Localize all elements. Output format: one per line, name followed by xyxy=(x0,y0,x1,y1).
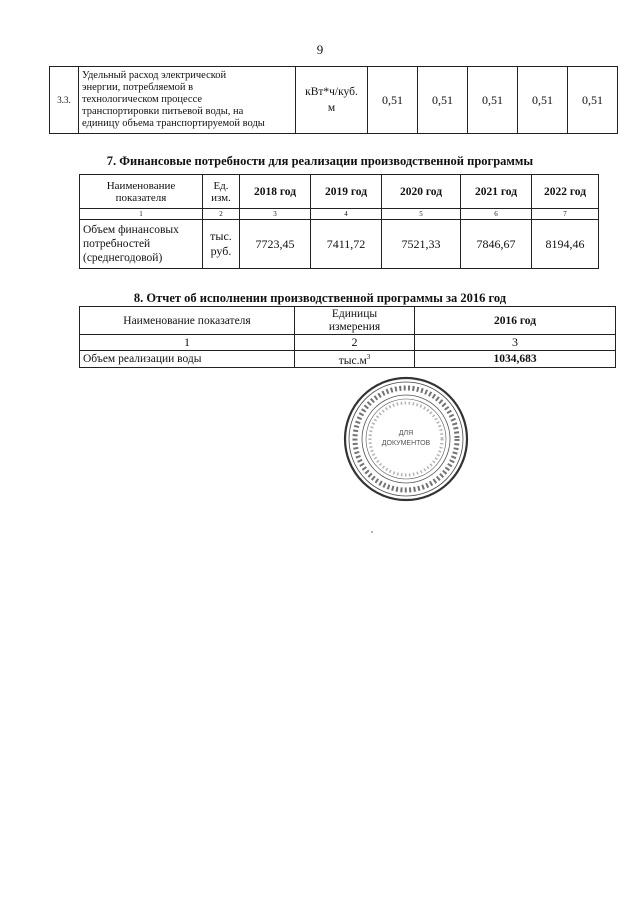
unit-cell: тыс. руб. xyxy=(203,220,240,269)
value-cell: 0,51 xyxy=(368,67,418,134)
indicator-description: Удельный расход электрической энергии, потребляемой в технологическом процессе транспортировки питьевой воды, на единицу объема транспортируемой воды xyxy=(79,67,296,134)
index-cell: 4 xyxy=(311,209,382,220)
header-unit: Ед. изм. xyxy=(203,175,240,209)
index-cell: 2 xyxy=(295,335,415,351)
index-cell: 5 xyxy=(382,209,461,220)
value-cell: 0,51 xyxy=(468,67,518,134)
table-row xyxy=(50,67,618,134)
value-cell: 0,51 xyxy=(418,67,468,134)
value-cell: 0,51 xyxy=(518,67,568,134)
index-cell: 1 xyxy=(80,335,295,351)
index-cell: 7 xyxy=(532,209,599,220)
value-cell: 8194,46 xyxy=(532,220,599,269)
index-row xyxy=(80,335,616,351)
financial-needs-table xyxy=(79,174,599,269)
header-year: 2018 год xyxy=(240,175,311,209)
seal-line-2: ДОКУМЕНТОВ xyxy=(381,440,431,447)
stray-mark xyxy=(371,531,373,533)
official-seal-stamp xyxy=(342,375,470,503)
value-cell: 7846,67 xyxy=(461,220,532,269)
index-cell: 1 xyxy=(80,209,203,220)
header-name: Наименование показателя xyxy=(80,307,295,335)
table-row xyxy=(80,220,599,269)
indicator-name: Объем реализации воды xyxy=(80,351,295,368)
index-cell: 2 xyxy=(203,209,240,220)
section-7-title: 7. Финансовые потребности для реализации производственной программы xyxy=(106,154,534,168)
index-row xyxy=(80,209,599,220)
index-cell: 3 xyxy=(415,335,616,351)
header-row xyxy=(80,175,599,209)
page-number: 9 xyxy=(316,42,324,57)
header-year: 2021 год xyxy=(461,175,532,209)
header-unit: Единицы измерения xyxy=(295,307,415,335)
table-row xyxy=(80,351,616,368)
index-cell: 3 xyxy=(240,209,311,220)
unit-cell: кВт*ч/куб. м xyxy=(296,67,368,134)
header-name: Наименование показателя xyxy=(80,175,203,209)
seal-line-1: ДЛЯ xyxy=(398,430,414,437)
consumption-table xyxy=(49,66,618,134)
value-cell: 7521,33 xyxy=(382,220,461,269)
header-year: 2022 год xyxy=(532,175,599,209)
index-cell: 6 xyxy=(461,209,532,220)
header-row xyxy=(80,307,616,335)
section-8-title: 8. Отчет об исполнении производственной программы за 2016 год xyxy=(133,291,507,305)
header-year: 2020 год xyxy=(382,175,461,209)
row-number: 3.3. xyxy=(50,67,79,134)
value-cell: 0,51 xyxy=(568,67,618,134)
value-cell: 1034,683 xyxy=(415,351,616,368)
value-cell: 7723,45 xyxy=(240,220,311,269)
header-year: 2019 год xyxy=(311,175,382,209)
value-cell: 7411,72 xyxy=(311,220,382,269)
unit-cell: $тыс.м^3$ xyxy=(295,351,415,368)
header-year: 2016 год xyxy=(415,307,616,335)
indicator-name: Объем финансовых потребностей (среднегодовой) xyxy=(80,220,203,269)
execution-report-table xyxy=(79,306,616,368)
